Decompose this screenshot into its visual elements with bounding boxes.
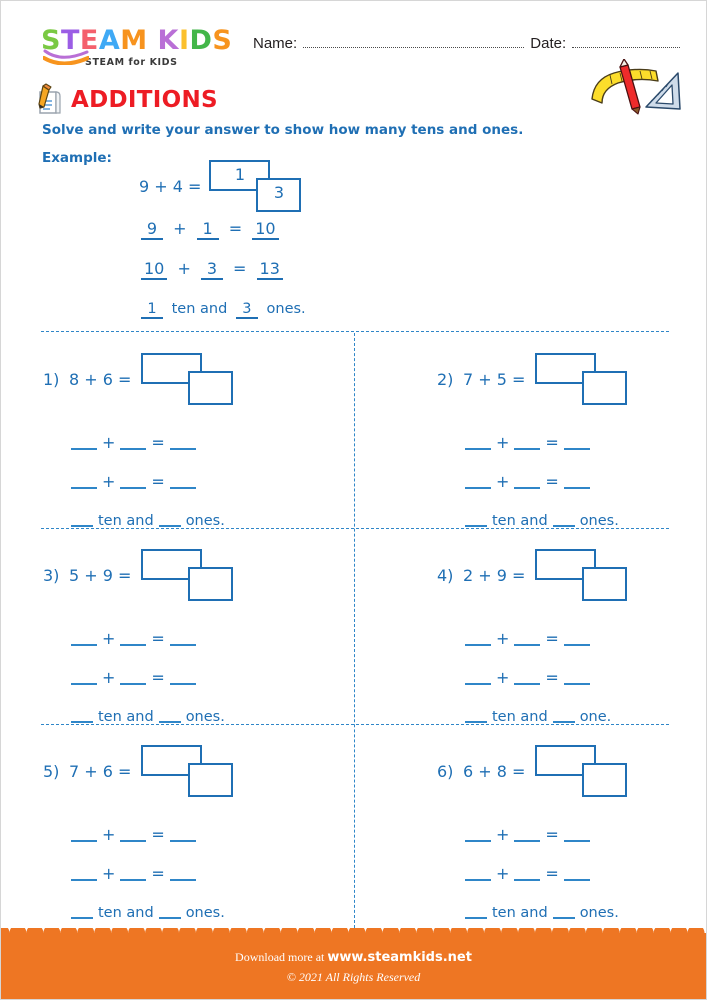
tens-blank[interactable] bbox=[465, 707, 487, 723]
problem-expression: 7 + 6 = bbox=[69, 761, 132, 781]
problem-expression: 5 + 9 = bbox=[69, 565, 132, 585]
ones-blank[interactable] bbox=[159, 707, 181, 723]
tens-blank[interactable] bbox=[71, 511, 93, 527]
plus-sign: + bbox=[102, 864, 116, 883]
problem-equation-row bbox=[43, 549, 353, 601]
answer-blank[interactable] bbox=[120, 669, 146, 685]
logo-tagline: STEAM for KIDS bbox=[85, 57, 178, 68]
answer-blank[interactable] bbox=[564, 434, 590, 450]
ones-blank[interactable] bbox=[159, 511, 181, 527]
equals-sign: = bbox=[151, 629, 165, 648]
problem-row-4 bbox=[71, 903, 353, 921]
equals-sign: = bbox=[545, 668, 559, 687]
tens-word: ten and bbox=[492, 905, 548, 921]
problem-row-3 bbox=[465, 472, 707, 491]
steam-kids-logo bbox=[41, 27, 231, 68]
example-r3-b: 3 bbox=[201, 259, 223, 280]
problem-index: 2) bbox=[437, 369, 454, 389]
answer-blank[interactable] bbox=[120, 473, 146, 489]
problem-equation-row bbox=[43, 353, 353, 405]
plus-sign: + bbox=[102, 825, 116, 844]
equals-sign: = bbox=[151, 825, 165, 844]
equals-sign: = bbox=[545, 472, 559, 491]
answer-blank[interactable] bbox=[71, 669, 97, 685]
answer-blank[interactable] bbox=[465, 669, 491, 685]
answer-blank[interactable] bbox=[564, 669, 590, 685]
example-r2-b: 1 bbox=[197, 219, 219, 240]
instruction-text: Solve and write your answer to show how many tens and ones. bbox=[42, 122, 524, 138]
tens-word: ten and bbox=[492, 513, 548, 529]
plus-sign: + bbox=[496, 629, 510, 648]
example-r3-eq: = bbox=[233, 259, 247, 278]
example-row-4 bbox=[141, 301, 306, 319]
ones-blank[interactable] bbox=[553, 511, 575, 527]
answer-blank[interactable] bbox=[465, 865, 491, 881]
tens-blank[interactable] bbox=[71, 903, 93, 919]
answer-ones-box[interactable] bbox=[582, 371, 627, 405]
problem-2 bbox=[437, 353, 707, 529]
problem-expression: 8 + 6 = bbox=[69, 369, 132, 389]
divider-vertical bbox=[354, 333, 355, 933]
tens-word: ten and bbox=[492, 709, 548, 725]
problem-index: 3) bbox=[43, 565, 60, 585]
answer-blank[interactable] bbox=[120, 630, 146, 646]
plus-sign: + bbox=[102, 472, 116, 491]
ones-word: ones. bbox=[185, 709, 225, 725]
plus-sign: + bbox=[496, 472, 510, 491]
answer-blank[interactable] bbox=[71, 473, 97, 489]
ones-blank[interactable] bbox=[553, 707, 575, 723]
example-expression: 9 + 4 = bbox=[139, 176, 202, 196]
logo-letter: T bbox=[60, 25, 80, 56]
example-tens-word: ten and bbox=[171, 301, 228, 317]
problem-row-2 bbox=[71, 825, 353, 844]
answer-blank[interactable] bbox=[564, 826, 590, 842]
answer-blank[interactable] bbox=[170, 630, 196, 646]
example-tens-box[interactable]: 1 bbox=[209, 160, 270, 191]
example-equation-row bbox=[139, 160, 301, 212]
answer-blank[interactable] bbox=[564, 473, 590, 489]
problem-row-3 bbox=[465, 668, 707, 687]
problem-expression: 7 + 5 = bbox=[463, 369, 526, 389]
answer-blank[interactable] bbox=[465, 473, 491, 489]
equals-sign: = bbox=[151, 433, 165, 452]
problem-equation-row bbox=[43, 745, 353, 797]
problem-expression: 6 + 8 = bbox=[463, 761, 526, 781]
plus-sign: + bbox=[496, 825, 510, 844]
answer-blank[interactable] bbox=[514, 434, 540, 450]
example-r3-result: 13 bbox=[257, 259, 283, 280]
equals-sign: = bbox=[545, 825, 559, 844]
example-row-2 bbox=[141, 219, 279, 240]
example-r2-op: + bbox=[173, 219, 187, 238]
problem-row-4 bbox=[71, 707, 353, 725]
problem-6 bbox=[437, 745, 707, 921]
answer-box-pair bbox=[535, 745, 627, 797]
answer-blank[interactable] bbox=[514, 669, 540, 685]
problem-equation-row bbox=[437, 549, 707, 601]
example-box-pair bbox=[209, 160, 301, 212]
answer-blank[interactable] bbox=[514, 865, 540, 881]
problem-row-2 bbox=[465, 629, 707, 648]
example-label: Example: bbox=[42, 150, 112, 166]
tens-word: ten and bbox=[98, 513, 154, 529]
footer-download-text: Download more at bbox=[235, 950, 325, 964]
answer-blank[interactable] bbox=[514, 473, 540, 489]
answer-ones-box[interactable] bbox=[188, 763, 233, 797]
problem-1 bbox=[43, 353, 353, 529]
answer-blank[interactable] bbox=[170, 434, 196, 450]
answer-box-pair bbox=[535, 549, 627, 601]
ones-word: ones. bbox=[579, 905, 619, 921]
example-ones-word: ones. bbox=[266, 301, 306, 317]
pencil-paper-icon bbox=[33, 83, 67, 117]
plus-sign: + bbox=[102, 629, 116, 648]
answer-blank[interactable] bbox=[71, 630, 97, 646]
ones-blank[interactable] bbox=[553, 903, 575, 919]
equals-sign: = bbox=[151, 668, 165, 687]
answer-blank[interactable] bbox=[71, 865, 97, 881]
problem-4 bbox=[437, 549, 707, 725]
answer-blank[interactable] bbox=[120, 434, 146, 450]
problem-3 bbox=[43, 549, 353, 725]
problem-row-3 bbox=[71, 472, 353, 491]
ones-word: one. bbox=[579, 709, 612, 725]
example-r2-eq: = bbox=[228, 219, 243, 238]
answer-blank[interactable] bbox=[120, 865, 146, 881]
ones-word: ones. bbox=[579, 513, 619, 529]
example-tens-value: 1 bbox=[141, 301, 163, 319]
answer-blank[interactable] bbox=[71, 434, 97, 450]
divider-horizontal-1 bbox=[41, 331, 669, 332]
equals-sign: = bbox=[545, 864, 559, 883]
answer-ones-box[interactable] bbox=[582, 763, 627, 797]
name-date-row bbox=[253, 35, 686, 52]
answer-blank[interactable] bbox=[465, 630, 491, 646]
equals-sign: = bbox=[151, 864, 165, 883]
example-r2-result: 10 bbox=[252, 219, 278, 240]
page-footer bbox=[1, 937, 706, 999]
problem-row-3 bbox=[71, 668, 353, 687]
problem-5 bbox=[43, 745, 353, 921]
answer-blank[interactable] bbox=[71, 826, 97, 842]
ones-word: ones. bbox=[185, 513, 225, 529]
tens-word: ten and bbox=[98, 709, 154, 725]
example-r2-a: 9 bbox=[141, 219, 163, 240]
ruler-pencil-icon bbox=[584, 59, 688, 117]
problem-row-4 bbox=[465, 511, 707, 529]
problem-index: 1) bbox=[43, 369, 60, 389]
problem-row-4 bbox=[465, 903, 707, 921]
answer-blank[interactable] bbox=[170, 473, 196, 489]
answer-blank[interactable] bbox=[564, 865, 590, 881]
problem-row-2 bbox=[71, 629, 353, 648]
name-input[interactable] bbox=[303, 35, 524, 48]
problem-equation-row bbox=[437, 745, 707, 797]
logo-letter: S bbox=[212, 25, 233, 56]
page-title-row bbox=[33, 83, 218, 117]
answer-blank[interactable] bbox=[170, 826, 196, 842]
plus-sign: + bbox=[102, 668, 116, 687]
example-row-3 bbox=[141, 259, 283, 280]
answer-blank[interactable] bbox=[564, 630, 590, 646]
problem-row-3 bbox=[465, 864, 707, 883]
footer-download-line bbox=[1, 950, 706, 965]
date-label: Date: bbox=[530, 35, 567, 52]
scallop-edge-decoration bbox=[1, 928, 706, 938]
problem-index: 5) bbox=[43, 761, 60, 781]
problem-index: 6) bbox=[437, 761, 454, 781]
problem-equation-row bbox=[437, 353, 707, 405]
plus-sign: + bbox=[496, 864, 510, 883]
answer-blank[interactable] bbox=[170, 865, 196, 881]
equals-sign: = bbox=[545, 629, 559, 648]
answer-blank[interactable] bbox=[170, 669, 196, 685]
answer-blank[interactable] bbox=[120, 826, 146, 842]
problem-row-4 bbox=[71, 511, 353, 529]
example-r3-op: + bbox=[177, 259, 191, 278]
footer-copyright: © 2021 All Rights Reserved bbox=[286, 970, 421, 984]
answer-box-pair bbox=[141, 549, 233, 601]
footer-site-link[interactable]: www.steamkids.net bbox=[327, 950, 472, 965]
answer-box-pair bbox=[141, 745, 233, 797]
logo-letter: I bbox=[178, 25, 190, 56]
logo-letter bbox=[148, 27, 158, 54]
problem-row-2 bbox=[465, 825, 707, 844]
logo-letter: K bbox=[157, 25, 179, 56]
logo-letter: E bbox=[79, 25, 99, 56]
equals-sign: = bbox=[545, 433, 559, 452]
page-title: ADDITIONS bbox=[71, 87, 218, 113]
answer-ones-box[interactable] bbox=[188, 567, 233, 601]
tens-blank[interactable] bbox=[71, 707, 93, 723]
tens-blank[interactable] bbox=[465, 511, 487, 527]
answer-ones-box[interactable] bbox=[188, 371, 233, 405]
problem-row-3 bbox=[71, 864, 353, 883]
ones-blank[interactable] bbox=[159, 903, 181, 919]
ones-word: ones. bbox=[185, 905, 225, 921]
date-input[interactable] bbox=[572, 35, 680, 48]
plus-sign: + bbox=[496, 433, 510, 452]
problem-expression: 2 + 9 = bbox=[463, 565, 526, 585]
tens-blank[interactable] bbox=[465, 903, 487, 919]
example-ones-value: 3 bbox=[236, 301, 258, 319]
equals-sign: = bbox=[151, 472, 165, 491]
logo-letter: S bbox=[41, 25, 61, 56]
example-ones-box[interactable]: 3 bbox=[256, 178, 301, 212]
answer-blank[interactable] bbox=[465, 826, 491, 842]
logo-letter: D bbox=[189, 25, 213, 56]
problem-row-4 bbox=[465, 707, 707, 725]
answer-blank[interactable] bbox=[514, 630, 540, 646]
problem-index: 4) bbox=[437, 565, 454, 585]
example-r3-a: 10 bbox=[141, 259, 167, 280]
logo-letter: A bbox=[98, 25, 121, 56]
answer-ones-box[interactable] bbox=[582, 567, 627, 601]
logo-letter: M bbox=[120, 25, 148, 56]
answer-blank[interactable] bbox=[514, 826, 540, 842]
logo-wordmark bbox=[41, 27, 231, 54]
plus-sign: + bbox=[102, 433, 116, 452]
plus-sign: + bbox=[496, 668, 510, 687]
problem-row-2 bbox=[71, 433, 353, 452]
answer-box-pair bbox=[535, 353, 627, 405]
answer-blank[interactable] bbox=[465, 434, 491, 450]
tens-word: ten and bbox=[98, 905, 154, 921]
name-label: Name: bbox=[253, 35, 298, 52]
problem-row-2 bbox=[465, 433, 707, 452]
answer-box-pair bbox=[141, 353, 233, 405]
